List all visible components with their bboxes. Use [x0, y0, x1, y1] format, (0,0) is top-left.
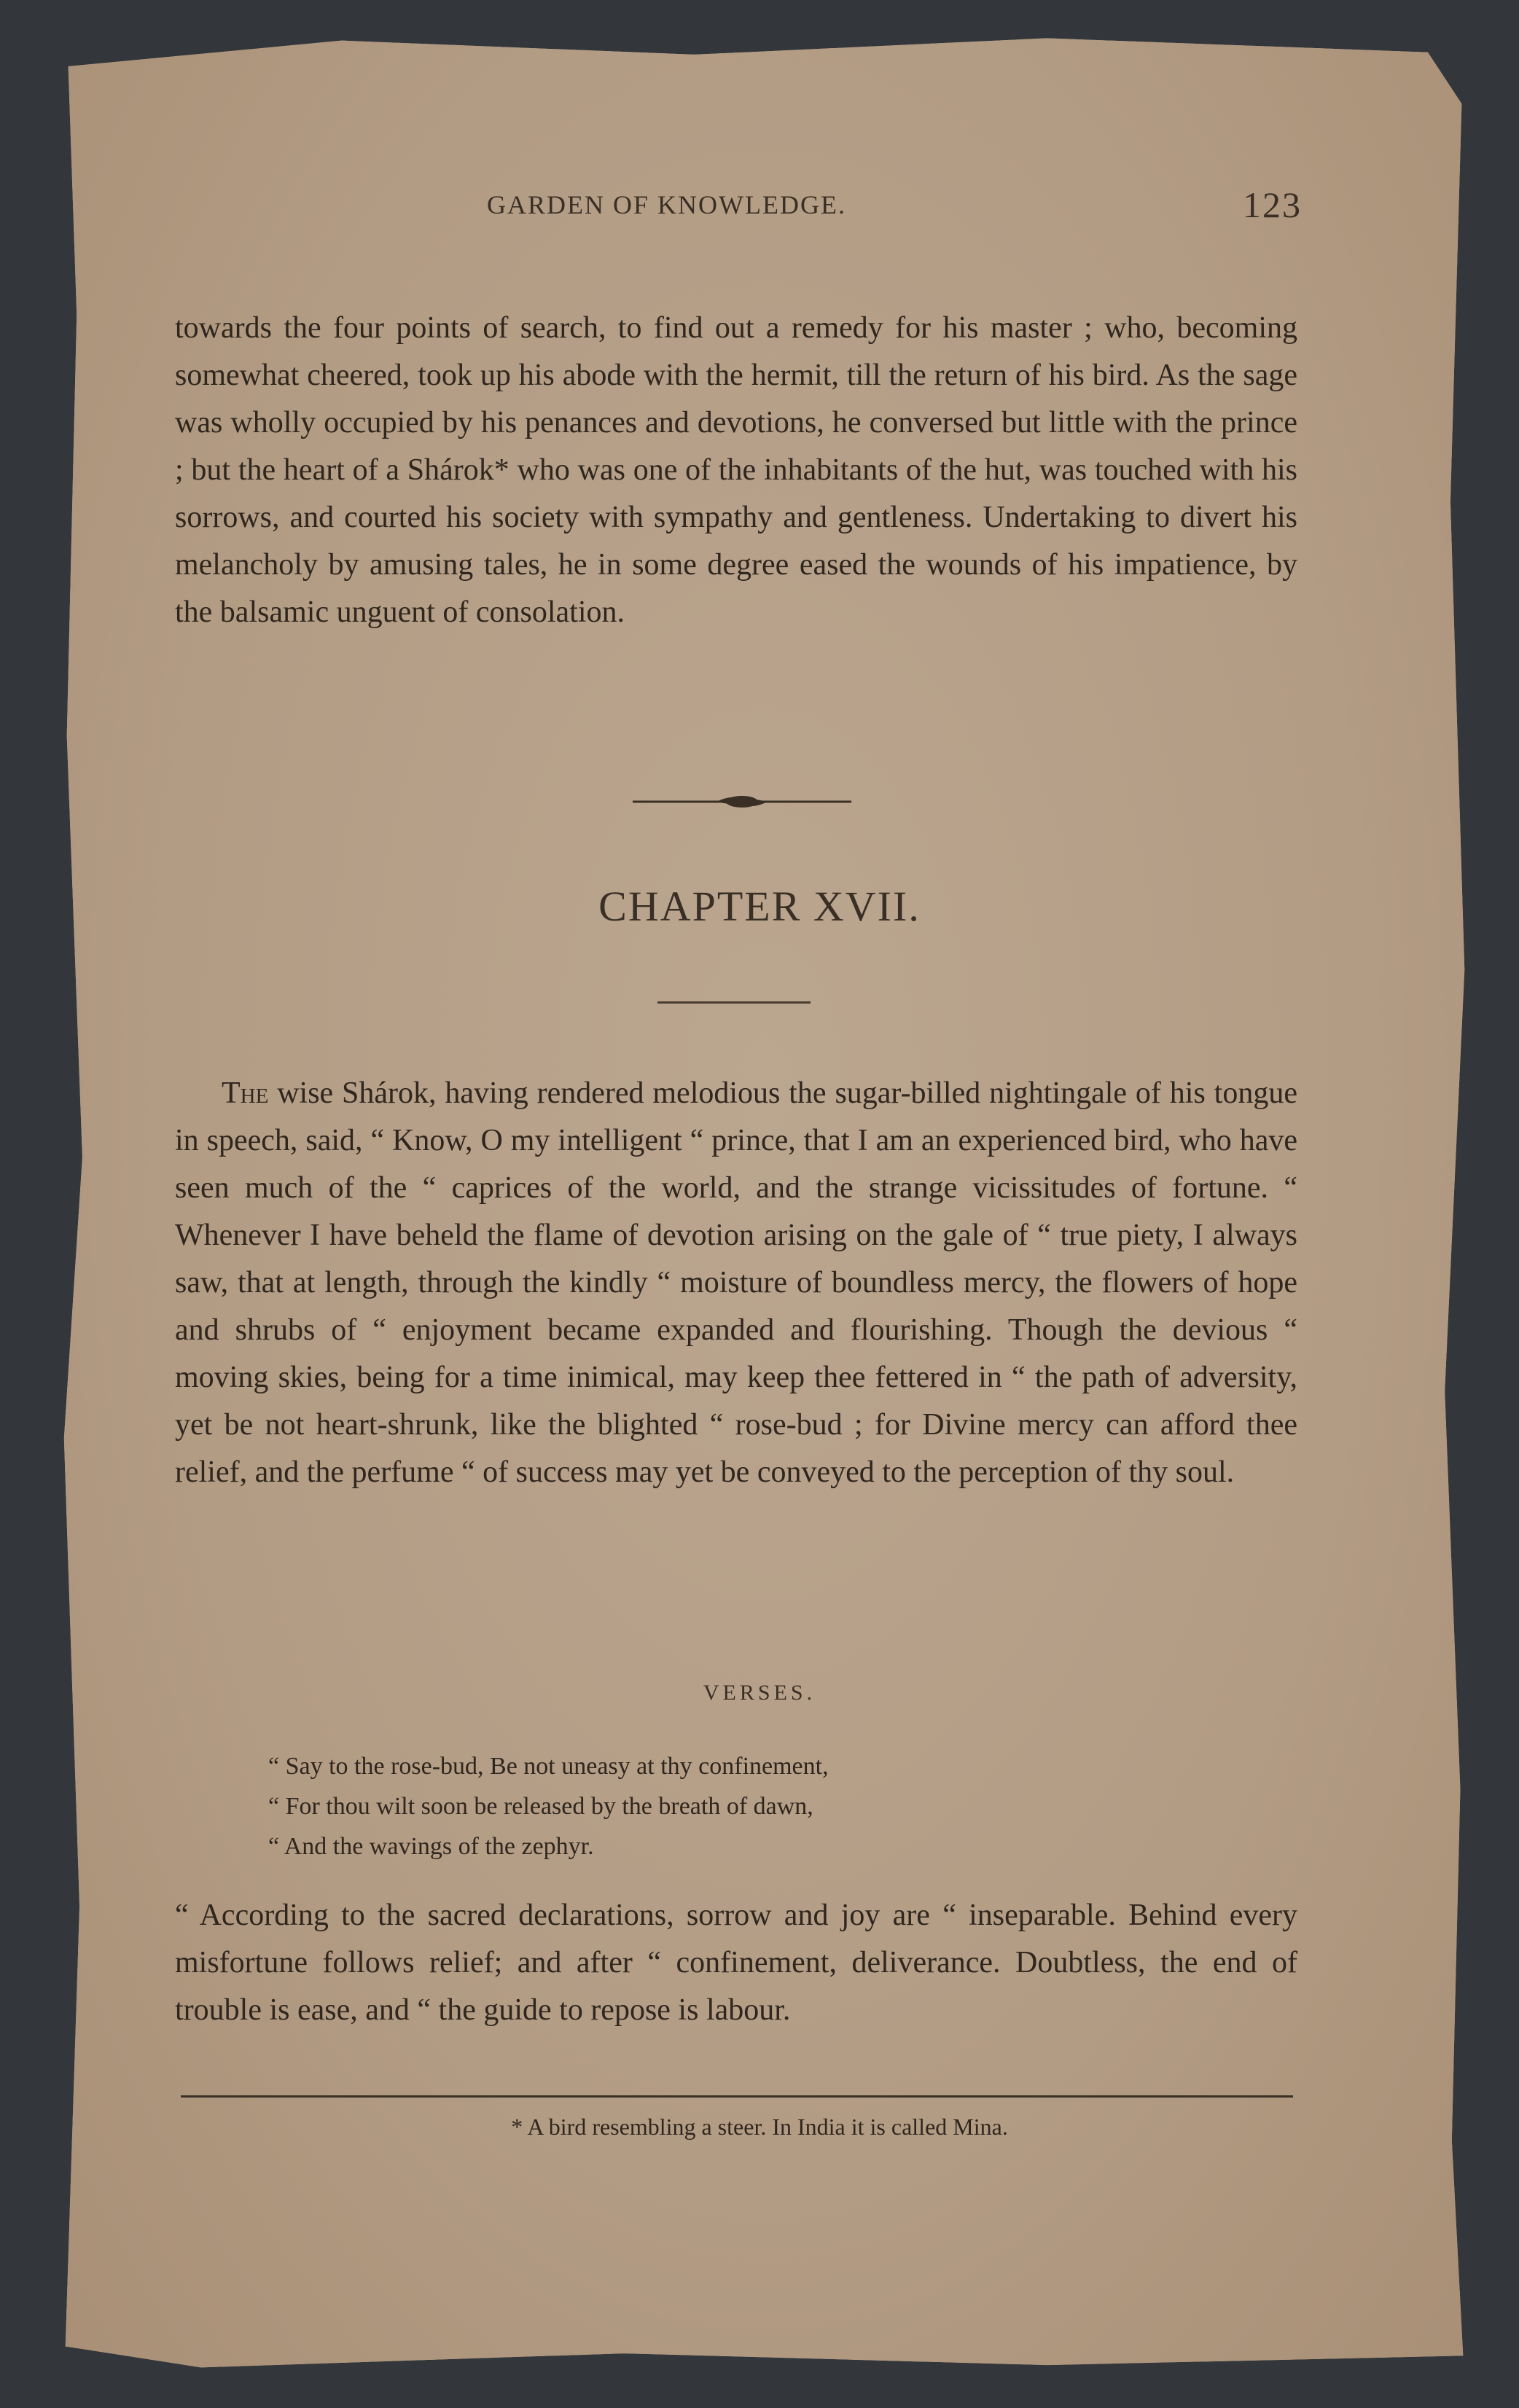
running-title: GARDEN OF KNOWLEDGE. [487, 190, 846, 219]
verse-line: “ And the wavings of the zephyr. [268, 1833, 594, 1860]
verse-line: “ For thou wilt soon be released by the breath of dawn, [268, 1793, 813, 1820]
ornament-divider [633, 787, 851, 816]
verses-block [268, 1746, 829, 1866]
running-head [0, 184, 1519, 227]
paragraph-lead-word: The [222, 1076, 269, 1110]
footnote-rule [181, 2095, 1293, 2098]
verses-heading: VERSES. [703, 1681, 816, 1705]
verse-line: “ Say to the rose-bud, Be not uneasy at thy confinement, [268, 1753, 829, 1780]
chapter-rule [657, 1001, 811, 1004]
paragraph-body: wise Shárok, having rendered melodious the sugar-billed nightingale of his tongue in speech, said, “ Know, O my intelligent “ prince, that I am an experienced bird, who have seen much of the “ caprices of the world, and the strange vicissitudes of fortune. “ Whenever I have beheld the flame of devotion arising on the gale of “ true piety, I always saw, that at length, through the kindly “ moisture of boundless mercy, the flowers of hope and shrubs of “ enjoyment became expanded and flourishing. Though the devious “ moving skies, being for a time inimical, may keep thee fettered in “ the path of adversity, yet be not heart-shrunk, like the blighted “ rose-bud ; for Divine mercy can afford thee relief, and the perfume “ of success may yet be conveyed to the perception of thy soul. [175, 1076, 1297, 1489]
page-number: 123 [1243, 184, 1302, 225]
paragraph-declarations: “ According to the sacred declarations, sorrow and joy are “ inseparable. Behind every misfortune follows relief; and after “ confinement, deliverance. Doubtless, the end of trouble is ease, and “ the guide to repose is labour. [175, 1899, 1297, 2027]
footnote: * A bird resembling a steer. In India it is called Mina. [511, 2114, 1008, 2140]
paragraph-sharok-speech [175, 1070, 1297, 1496]
paragraph-continuation: towards the four points of search, to find out a remedy for his master ; who, becoming somewhat cheered, took up his abode with the hermit, till the return of his bird. As the sage was wholly occupied by his penances and devotions, he conversed but little with the prince ; but the heart of a Shárok* who was one of the inhabitants of the hut, was touched with his sorrows, and courted his society with sympathy and gentleness. Undertaking to divert his melancholy by amusing tales, he in some degree eased the wounds of his impatience, by the balsamic unguent of consolation. [175, 311, 1297, 629]
chapter-heading: CHAPTER XVII. [598, 883, 921, 930]
